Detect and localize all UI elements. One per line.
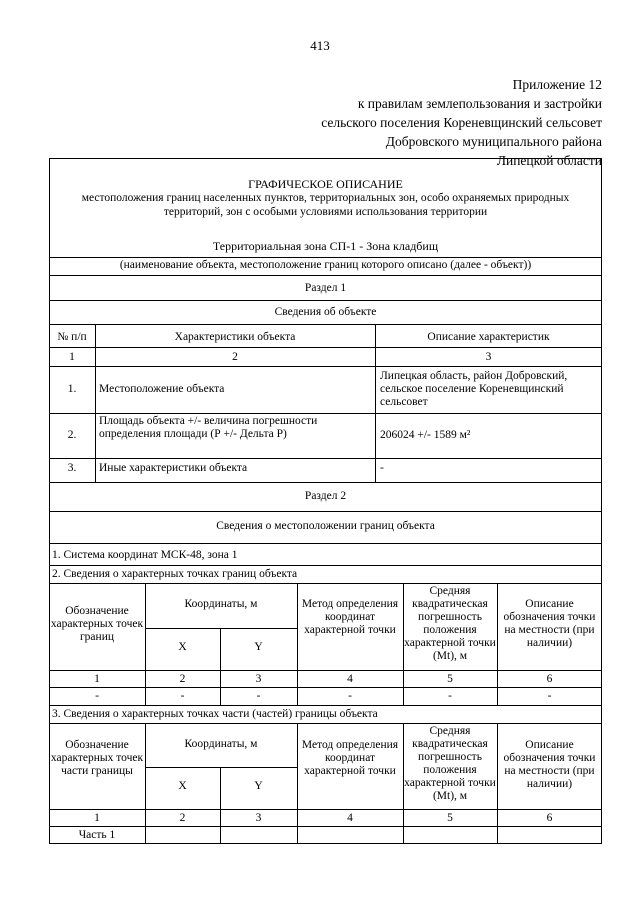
parts-title: 3. Сведения о характерных точках части (частей) границы объекта: [52, 708, 378, 720]
col-number: 1: [94, 673, 100, 685]
section2-title: Раздел 2: [304, 490, 347, 502]
appendix-line-1: Приложение 12: [512, 77, 602, 92]
col-part-point-designation: Обозначение характерных точек части границы: [50, 739, 144, 777]
row-name: Местоположение объекта: [99, 383, 225, 395]
col-header-description: Описание характеристик: [427, 331, 550, 343]
points-title: 2. Сведения о характерных точках границ объекта: [52, 568, 298, 580]
col-point-description: Описание обозначения точки на местности (при наличии): [503, 598, 596, 649]
divider: [145, 767, 297, 768]
divider: [49, 705, 602, 706]
row-value: Липецкая область, район Добровский, сельское поселение Кореневщинский сельсовет: [380, 370, 568, 408]
zone-name: Территориальная зона СП-1 - Зона кладбищ: [212, 239, 439, 253]
col-point-description: Описание обозначения точки на местности (при наличии): [503, 739, 596, 790]
appendix-line-3: сельского поселения Кореневщинский сельсовет: [321, 115, 602, 130]
col-x: X: [178, 641, 187, 653]
row-num: 2.: [67, 429, 77, 441]
doc-subtitle-2: территорий, зон с особыми условиями использования территории: [163, 206, 488, 218]
divider: [49, 543, 602, 544]
appendix-line-2: к правилам землепользования и застройки: [357, 96, 602, 111]
col-number: 3: [485, 351, 492, 363]
col-y: Y: [254, 780, 263, 792]
col-point-designation: Обозначение характерных точек границ: [50, 605, 144, 643]
divider: [145, 628, 297, 629]
col-number: 6: [546, 673, 553, 685]
row-num: 1.: [67, 383, 77, 395]
row-value: -: [380, 462, 384, 474]
divider: [49, 324, 602, 325]
table-cell: -: [180, 690, 185, 702]
appendix-line-5: Липецкой области: [496, 153, 602, 168]
appendix-line-4: Добровского муниципального района: [385, 134, 602, 149]
divider: [49, 670, 602, 671]
coord-system: 1. Система координат МСК-48, зона 1: [52, 549, 238, 561]
divider: [49, 300, 602, 301]
col-number: 4: [347, 673, 353, 685]
col-method: Метод определения координат характерной точки: [301, 739, 399, 777]
col-accuracy: Средняя квадратическая погрешность положения характерной точки (Mt), м: [404, 585, 496, 662]
col-number: 2: [179, 812, 186, 824]
col-number: 5: [447, 673, 453, 685]
col-number: 1: [94, 812, 100, 824]
zone-note: (наименование объекта, местоположение границ которого описано (далее - объект)): [119, 259, 532, 271]
row-value: 206024 +/- 1589 м²: [380, 429, 471, 441]
col-x: X: [178, 780, 187, 792]
col-header-characteristics: Характеристики объекта: [174, 331, 296, 343]
col-coordinates: Координаты, м: [184, 738, 258, 750]
divider: [49, 723, 602, 724]
divider: [49, 583, 602, 584]
table-cell: -: [348, 690, 352, 702]
table-cell: -: [448, 690, 452, 702]
col-coordinates: Координаты, м: [184, 598, 258, 610]
divider: [49, 413, 602, 414]
section1-subtitle: Сведения об объекте: [274, 306, 377, 318]
divider: [49, 458, 602, 459]
table-cell: -: [256, 690, 261, 702]
row-name: Площадь объекта +/- величина погрешности определения площади (Р +/- Дельта Р): [99, 415, 318, 440]
col-number: 4: [347, 812, 353, 824]
divider: [49, 257, 602, 258]
col-y: Y: [254, 641, 263, 653]
col-accuracy: Средняя квадратическая погрешность положения характерной точки (Mt), м: [404, 725, 496, 802]
section1-title: Раздел 1: [304, 282, 347, 294]
col-number: 3: [255, 812, 262, 824]
divider: [49, 366, 602, 367]
doc-title: ГРАФИЧЕСКОЕ ОПИСАНИЕ: [248, 177, 403, 191]
col-number: 5: [447, 812, 453, 824]
col-number: 2: [179, 673, 186, 685]
part-label: Часть 1: [78, 829, 116, 841]
divider: [220, 767, 221, 844]
table-cell: -: [547, 690, 552, 702]
row-name: Иные характеристики объекта: [99, 462, 248, 474]
col-header-num: № п/п: [57, 331, 87, 343]
divider: [49, 687, 602, 688]
col-number: 2: [232, 351, 238, 363]
page-number: 413: [310, 38, 330, 53]
divider: [49, 565, 602, 566]
divider: [49, 482, 602, 483]
divider: [49, 275, 602, 276]
divider: [49, 347, 602, 348]
section2-subtitle: Сведения о местоположении границ объекта: [216, 520, 435, 532]
appendix-heading: [321, 75, 602, 170]
divider: [49, 511, 602, 512]
divider: [49, 809, 602, 810]
row-num: 3.: [67, 462, 77, 474]
doc-subtitle-1: местоположения границ населенных пунктов, территориальных зон, особо охраняемых природных: [81, 192, 570, 204]
col-number: 3: [255, 673, 262, 685]
divider: [49, 826, 602, 827]
table-cell: -: [95, 690, 99, 702]
col-number: 1: [69, 351, 75, 363]
col-number: 6: [546, 812, 553, 824]
col-method: Метод определения координат характерной точки: [301, 598, 399, 636]
